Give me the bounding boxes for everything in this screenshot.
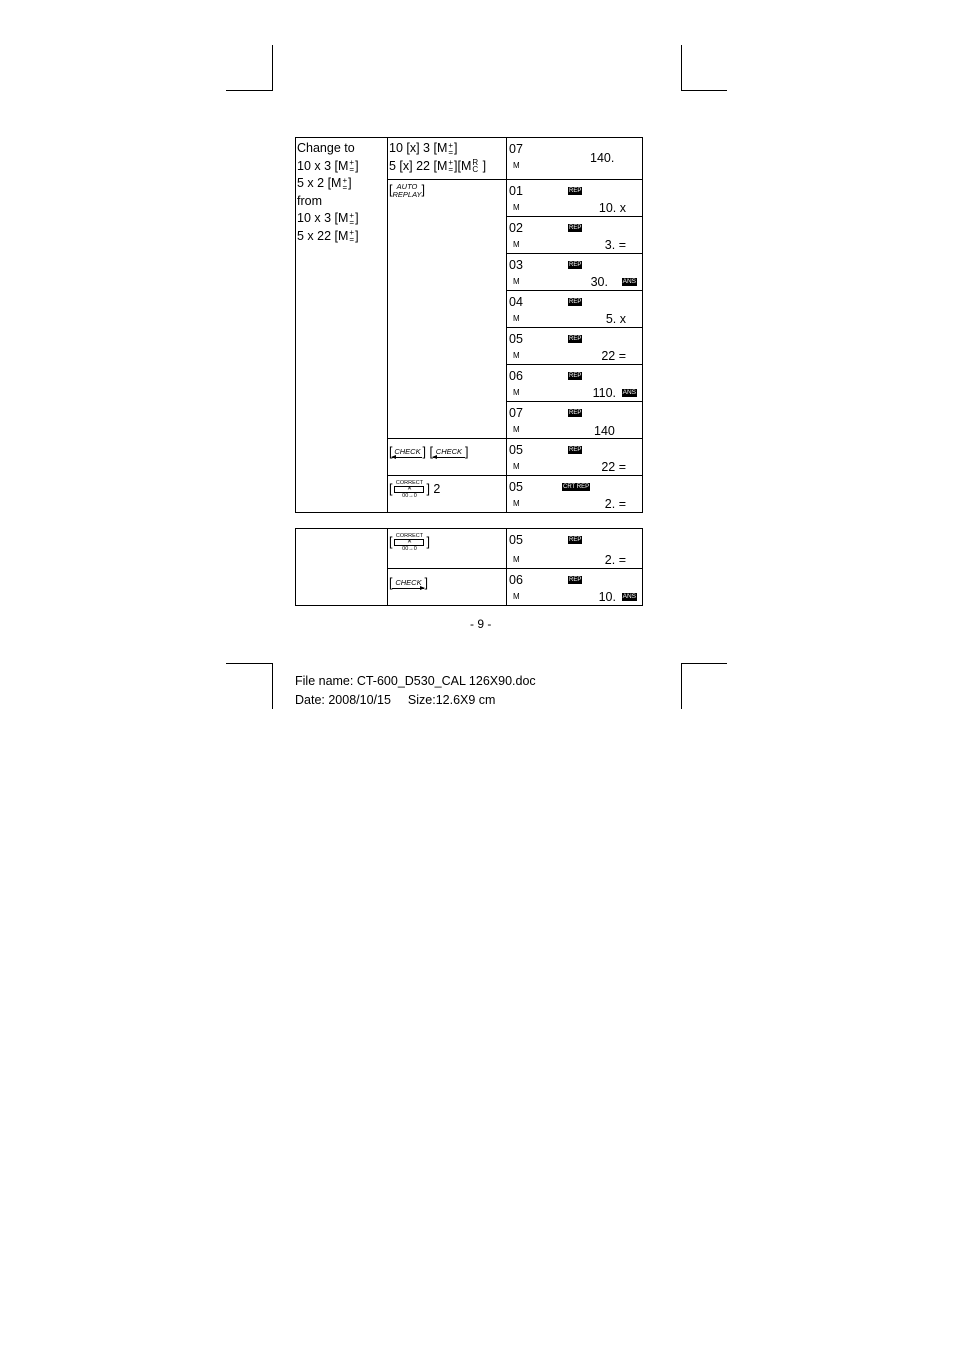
rep-indicator: REP — [569, 410, 582, 416]
display-cell: 06 M REP 110. ANS — [507, 365, 643, 402]
arrowhead-icon — [391, 455, 396, 459]
arrow-right-icon — [392, 588, 424, 589]
display-cell: 02 M REP 3. = — [507, 217, 643, 254]
arrow-left-icon — [392, 457, 422, 458]
display-cell: 07 M REP 140 — [507, 402, 643, 439]
correct-key-sequence: [ CORRECT ✕ 00→0 ] 2 — [388, 476, 507, 513]
correct-x-icon: ✕ — [394, 486, 424, 493]
footer-file-name: File name: CT-600_D530_CAL 126X90.doc — [295, 674, 536, 688]
display-cell: 03 M REP 30. ANS — [507, 254, 643, 291]
footer-date-size: Date: 2008/10/15 Size:12.6X9 cm — [295, 693, 496, 707]
crop-mark — [272, 663, 273, 709]
check-back-keys: [ CHECK ] [ CHECK ] — [388, 439, 507, 476]
rep-indicator: REP — [569, 225, 582, 231]
key-sequence: 10 [x] 3 [M+ =] 5 [x] 22 [M+ =][MR C ] — [388, 138, 507, 180]
display-cell: 05 M REP 2. = — [507, 529, 643, 569]
display-cell: 04 M REP 5. x — [507, 291, 643, 328]
ans-indicator: ANS — [622, 593, 636, 600]
correct-key: [ CORRECT ✕ 00→0 ] — [388, 529, 507, 569]
rep-indicator: REP — [569, 447, 582, 453]
display-cell: 05 M CRT REP 2. = — [507, 476, 643, 513]
arrowhead-icon — [432, 455, 437, 459]
display-cell: 06 M REP 10. ANS — [507, 569, 643, 606]
example-description-empty — [296, 529, 388, 606]
rep-indicator: REP — [569, 299, 582, 305]
rep-indicator: REP — [569, 262, 582, 268]
correct-x-icon: ✕ — [394, 539, 424, 546]
display-cell: 07 M 140. — [507, 138, 643, 180]
rep-indicator: REP — [569, 373, 582, 379]
crop-mark — [681, 663, 727, 664]
operation-table-continued — [295, 528, 643, 606]
crop-mark — [226, 663, 273, 664]
display-cell: 05 M REP 22 = — [507, 328, 643, 365]
crt-rep-indicator: CRT REP — [563, 484, 590, 490]
auto-replay-key: [ AUTO REPLAY] — [388, 180, 507, 439]
example-description: Change to 10 x 3 [M+ =] 5 x 2 [M+ =] from 10 x 3 [M+ =] 5 x 22 [M+ =] — [296, 138, 388, 513]
crop-mark — [226, 90, 273, 91]
rep-indicator: REP — [569, 188, 582, 194]
crop-mark — [681, 663, 682, 709]
crop-mark — [272, 45, 273, 90]
crop-mark — [681, 45, 682, 90]
arrow-left-icon — [433, 457, 465, 458]
arrowhead-icon — [420, 586, 425, 590]
rep-indicator: REP — [569, 577, 582, 583]
ans-indicator: ANS — [622, 278, 636, 285]
rep-indicator: REP — [569, 336, 582, 342]
rep-indicator: REP — [569, 537, 582, 543]
operation-table — [295, 137, 643, 513]
ans-indicator: ANS — [622, 389, 636, 396]
check-forward-key: [ CHECK ] — [388, 569, 507, 606]
display-cell: 01 M REP 10. x — [507, 180, 643, 217]
display-cell: 05 M REP 22 = — [507, 439, 643, 476]
crop-mark — [681, 90, 727, 91]
page-number: - 9 - — [470, 617, 492, 631]
